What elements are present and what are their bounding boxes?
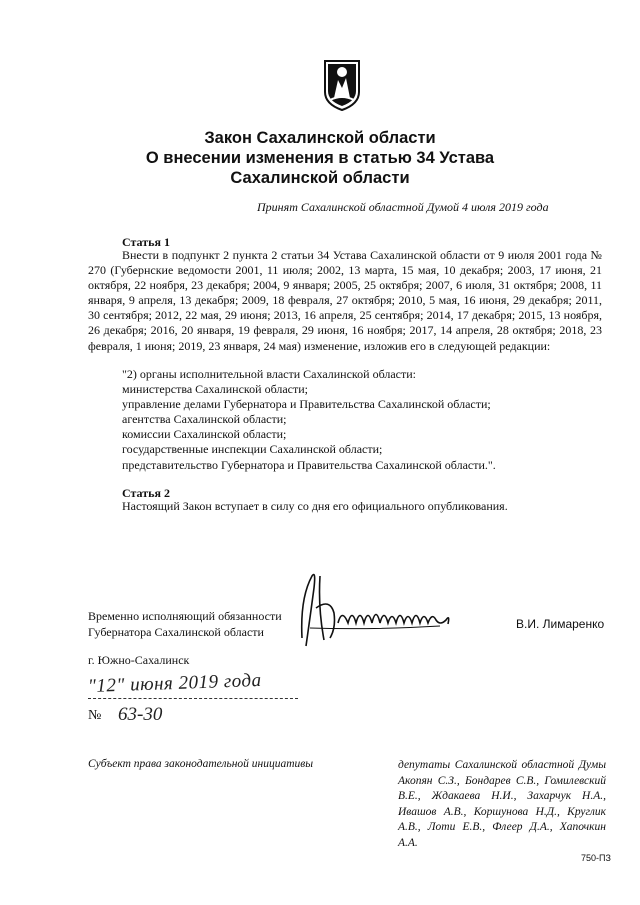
list-item: "2) органы исполнительной власти Сахалинской области: — [122, 367, 417, 381]
list-item: управление делами Губернатора и Правительства Сахалинской области; — [122, 397, 491, 412]
handwritten-signature — [290, 568, 465, 653]
article-1-body — [88, 248, 602, 354]
article-2-heading: Статья 2 — [122, 486, 170, 500]
article-2-text: Настоящий Закон вступает в силу со дня его официального опубликования. — [122, 499, 508, 513]
article-1-heading: Статья 1 — [122, 235, 170, 249]
date-underline — [88, 698, 298, 700]
law-number: 63-30 — [118, 704, 163, 725]
signatory-position-line-1: Временно исполняющий обязанности — [88, 609, 282, 623]
list-item: агентства Сахалинской области; — [122, 412, 287, 427]
document-title-line-3: Сахалинской области — [230, 169, 410, 187]
adoption-note: Принят Сахалинской областной Думой 4 июля 2019 года — [257, 200, 549, 214]
article-1-amendment-list — [122, 367, 496, 473]
handwritten-date: "12" июня 2019 года — [87, 669, 262, 697]
signatory-position-line-2: Губернатора Сахалинской области — [88, 624, 264, 639]
initiative-deputies-list: депутаты Сахалинской областной Думы Акопян С.З., Бондарев С.В., Гомилевский В.Е., Ждакаева Н.И., Захарчук Н.А., Ивашов А.В., Коршунова Н.Д., Круглик А.В., Лоти Е.В., Флеер Д.А., Хапочкин А.А. — [398, 759, 606, 849]
list-item: министерства Сахалинской области; — [122, 382, 309, 397]
signatory-name: В.И. Лимаренко — [516, 617, 605, 631]
document-title-line-2: О внесении изменения в статью 34 Устава — [145, 149, 495, 167]
list-item: государственные инспекции Сахалинской области; — [122, 442, 383, 457]
signatory-position — [88, 609, 282, 640]
document-title-line-1: Закон Сахалинской области — [204, 129, 436, 147]
list-item: комиссии Сахалинской области; — [122, 427, 287, 442]
article-1-text: Внести в подпункт 2 пункта 2 статьи 34 Устава Сахалинской области от 9 июля 2001 года № 270 (Губернские ведомости 2001, 11 июля; 2002, 13 марта, 15 мая, 10 декабря; 2003, 17 июня, 21 октября, 22 ноября, 23 декабря; 2004, 9 января; 2005, 25 октября; 2007, 6 июля, 31 октября; 2008, 11 января, 9 апреля, 13 декабря; 2009, 18 февраля, 27 октября; 2010, 5 мая, 16 июня, 29 декабря; 2011, 30 сентября; 2012, 22 мая, 29 июня; 2013, 16 апреля, 25 сентября; 2014, 17 декабря; 2015, 13 ноября, 26 декабря; 2016, 20 января, 19 февраля, 29 июня, 16 ноября; 2017, 14 апреля, 28 октября; 2018, 23 февраля, 1 июня; 2019, 23 января, 24 мая) изменение, изложив его в следующей редакции: — [88, 248, 602, 353]
page-code: 750-ПЗ — [581, 853, 611, 863]
initiative-subject-label: Субъект права законодательной инициативы — [88, 758, 314, 770]
law-number-label: № — [88, 708, 102, 723]
article-2-body — [88, 499, 602, 514]
list-item: представительство Губернатора и Правительства Сахалинской области.". — [122, 457, 496, 472]
sakhalin-coat-of-arms-icon — [322, 58, 362, 112]
place-of-signing: г. Южно-Сахалинск — [88, 653, 190, 667]
